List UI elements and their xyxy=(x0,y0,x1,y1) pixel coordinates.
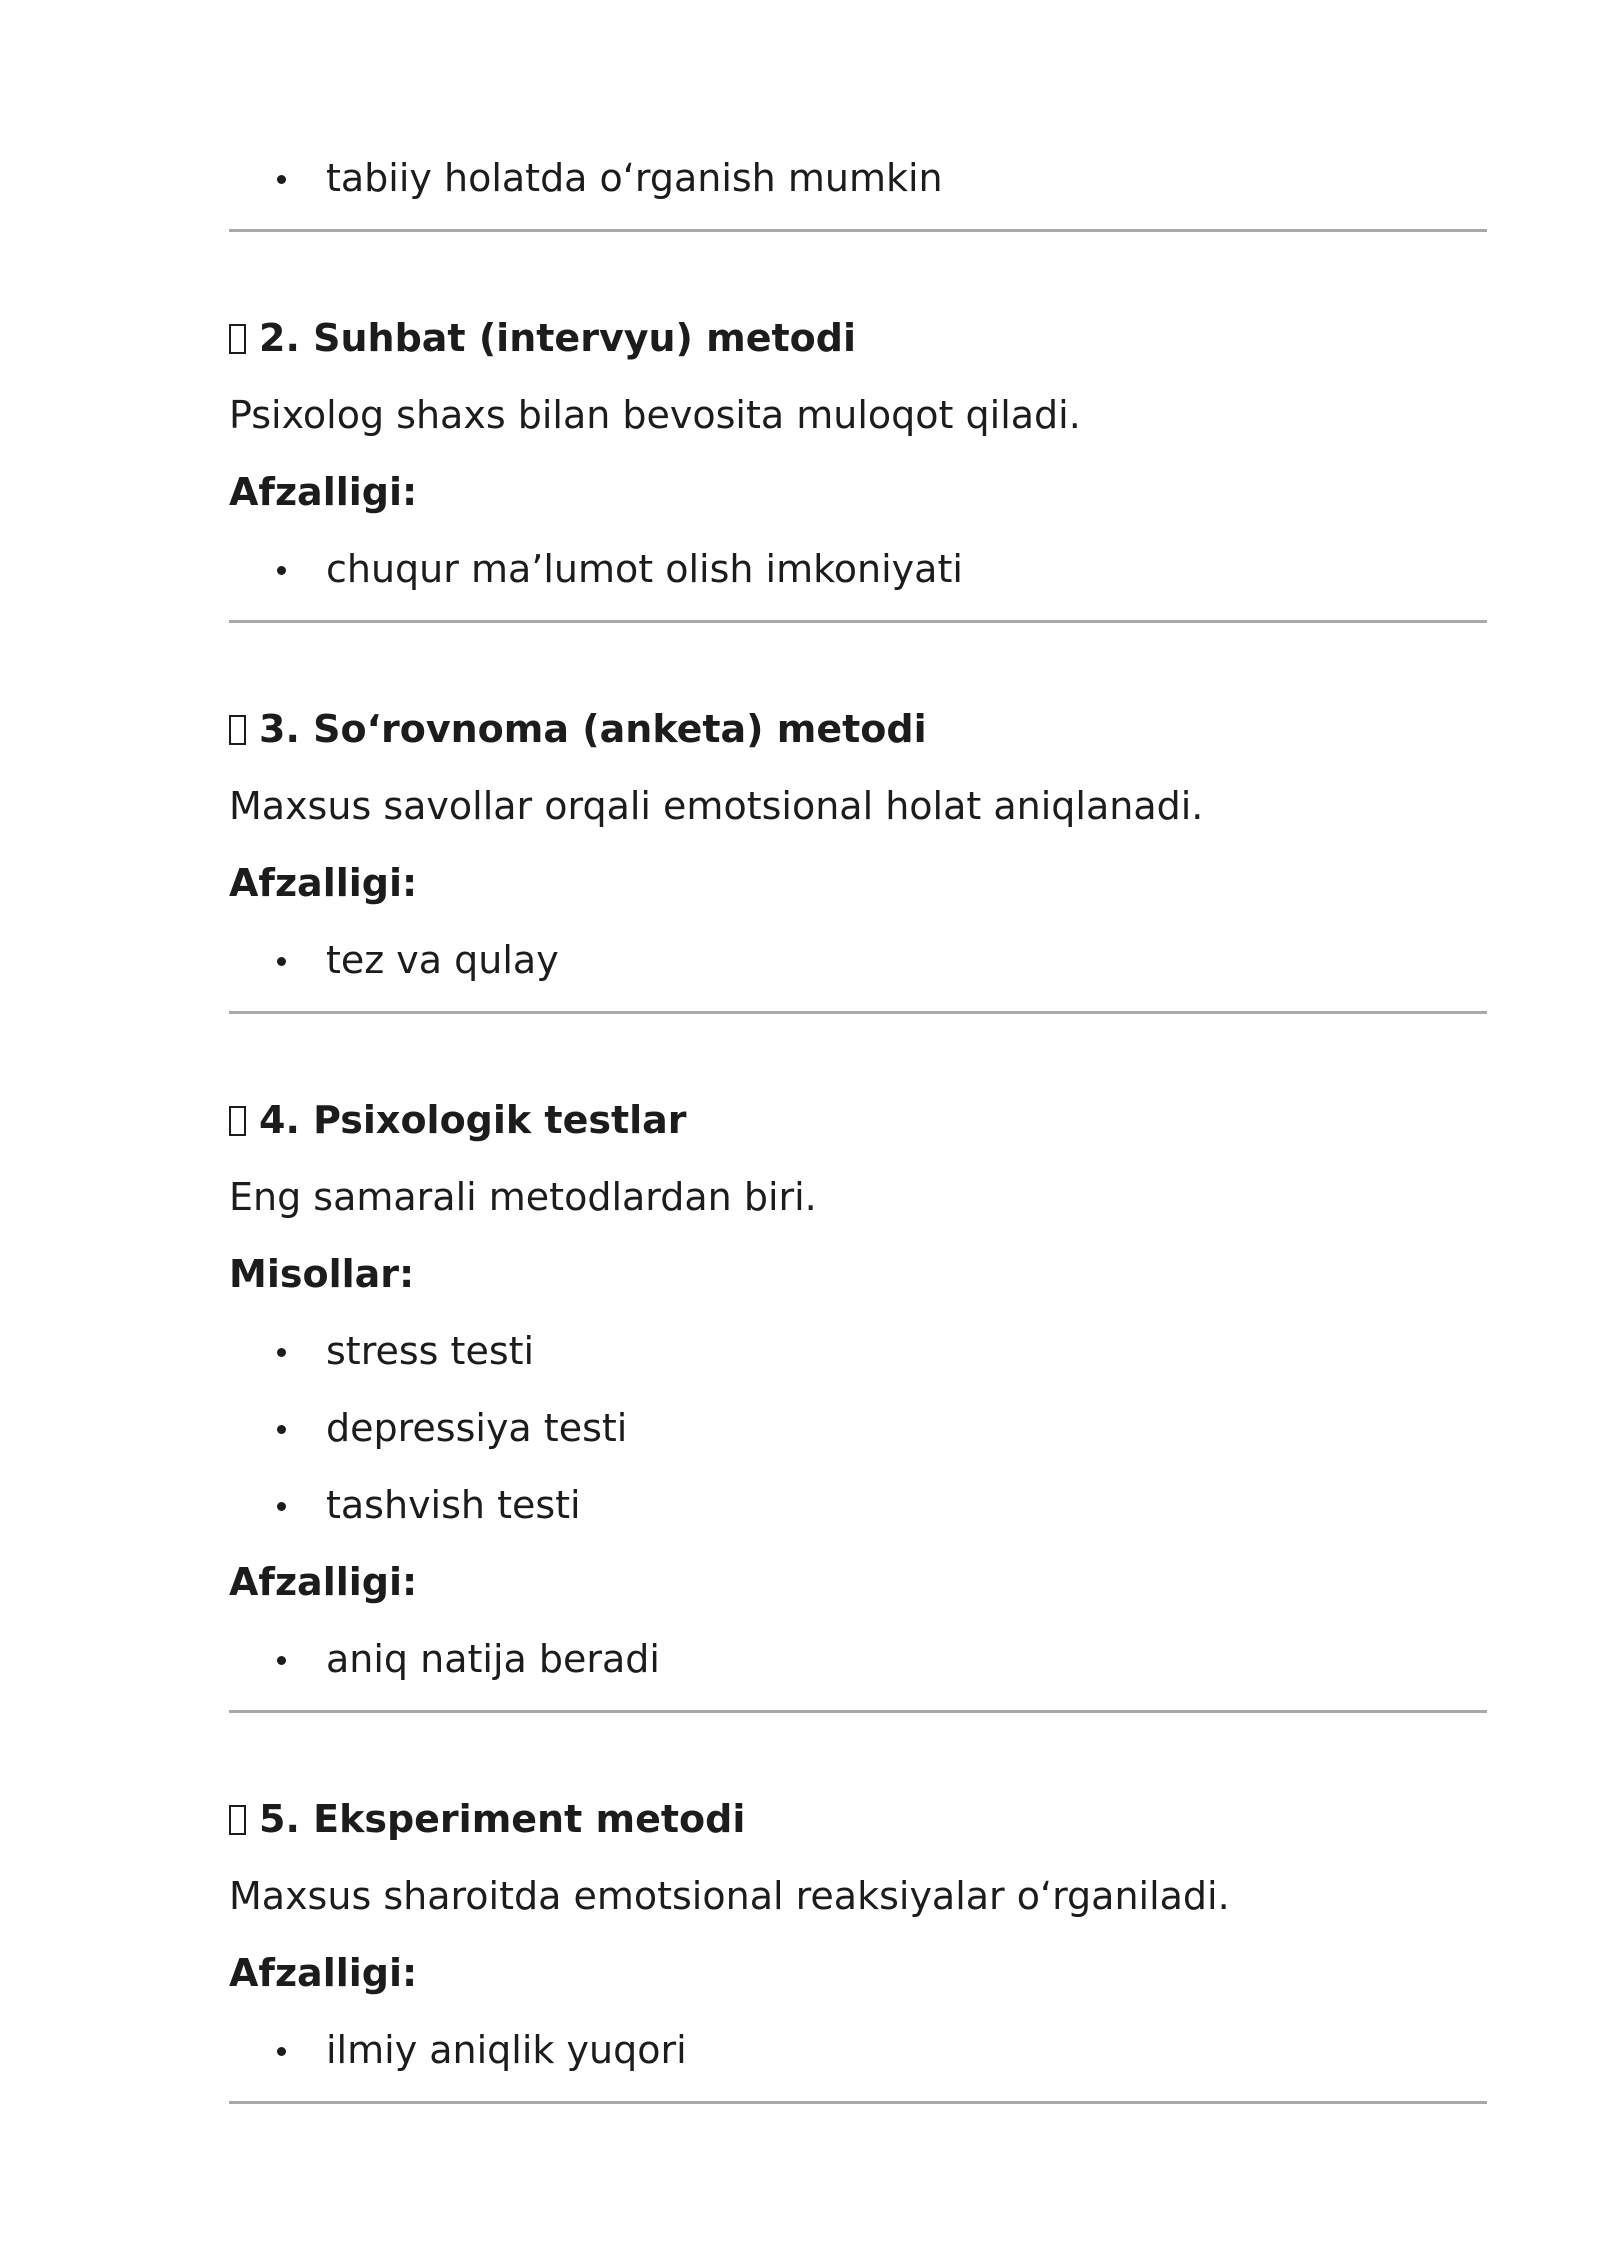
missing-glyph-icon xyxy=(229,1106,246,1136)
section-description: Eng samarali metodlardan biri. xyxy=(229,1175,817,1219)
list-item xyxy=(229,1313,1487,1390)
section-suhbat xyxy=(229,300,1487,608)
advantages-list xyxy=(229,531,1487,608)
advantage-label: Afzalligi: xyxy=(229,861,418,905)
missing-glyph-icon xyxy=(229,715,246,745)
list-item xyxy=(229,1390,1487,1467)
advantages-list xyxy=(229,922,1487,999)
bullet-icon xyxy=(277,1425,286,1434)
list-item-text: tabiiy holatda o‘rganish mumkin xyxy=(326,156,943,200)
section-title-text: 5. Eksperiment metodi xyxy=(259,1797,746,1841)
bullet-icon xyxy=(277,1502,286,1511)
divider xyxy=(229,1710,1487,1713)
section-eksperiment xyxy=(229,1781,1487,2089)
list-item-text: tashvish testi xyxy=(326,1483,581,1527)
section-title xyxy=(229,1781,1487,1858)
bullet-icon xyxy=(277,1656,286,1665)
list-item xyxy=(229,140,1487,217)
divider xyxy=(229,620,1487,623)
advantage-label: Afzalligi: xyxy=(229,1560,418,1604)
advantages-list xyxy=(229,1621,1487,1698)
section-title xyxy=(229,691,1487,768)
section-description: Psixolog shaxs bilan bevosita muloqot qiladi. xyxy=(229,393,1081,437)
list-item xyxy=(229,531,1487,608)
examples-list xyxy=(229,1313,1487,1544)
list-item xyxy=(229,1621,1487,1698)
section-title-text: 4. Psixologik testlar xyxy=(259,1098,687,1142)
document-page xyxy=(229,140,1487,2172)
bullet-icon xyxy=(277,566,286,575)
section-sorovnoma xyxy=(229,691,1487,999)
advantage-label: Afzalligi: xyxy=(229,470,418,514)
list-item-text: ilmiy aniqlik yuqori xyxy=(326,2028,687,2072)
section-psixologik-testlar xyxy=(229,1082,1487,1698)
missing-glyph-icon xyxy=(229,1805,246,1835)
bullet-icon xyxy=(277,1348,286,1357)
section-description: Maxsus sharoitda emotsional reaksiyalar o‘rganiladi. xyxy=(229,1874,1230,1918)
missing-glyph-icon xyxy=(229,324,246,354)
list-item-text: aniq natija beradi xyxy=(326,1637,660,1681)
bullet-icon xyxy=(277,175,286,184)
section-title-text: 2. Suhbat (intervyu) metodi xyxy=(259,316,856,360)
list-item-text: chuqur ma’lumot olish imkoniyati xyxy=(326,547,963,591)
section-title xyxy=(229,1082,1487,1159)
bullet-icon xyxy=(277,2047,286,2056)
section-title xyxy=(229,300,1487,377)
advantages-list xyxy=(229,2012,1487,2089)
section-title-text: 3. So‘rovnoma (anketa) metodi xyxy=(259,707,927,751)
section-description: Maxsus savollar orqali emotsional holat aniqlanadi. xyxy=(229,784,1204,828)
list-item-text: tez va qulay xyxy=(326,938,559,982)
list-item xyxy=(229,1467,1487,1544)
divider xyxy=(229,2101,1487,2104)
list-item-text: stress testi xyxy=(326,1329,535,1373)
divider xyxy=(229,229,1487,232)
advantage-label: Afzalligi: xyxy=(229,1951,418,1995)
bullet-icon xyxy=(277,957,286,966)
examples-label: Misollar: xyxy=(229,1252,415,1296)
list-item xyxy=(229,2012,1487,2089)
list-item xyxy=(229,922,1487,999)
list-item-text: depressiya testi xyxy=(326,1406,628,1450)
intro-advantages-list xyxy=(229,140,1487,217)
divider xyxy=(229,1011,1487,1014)
